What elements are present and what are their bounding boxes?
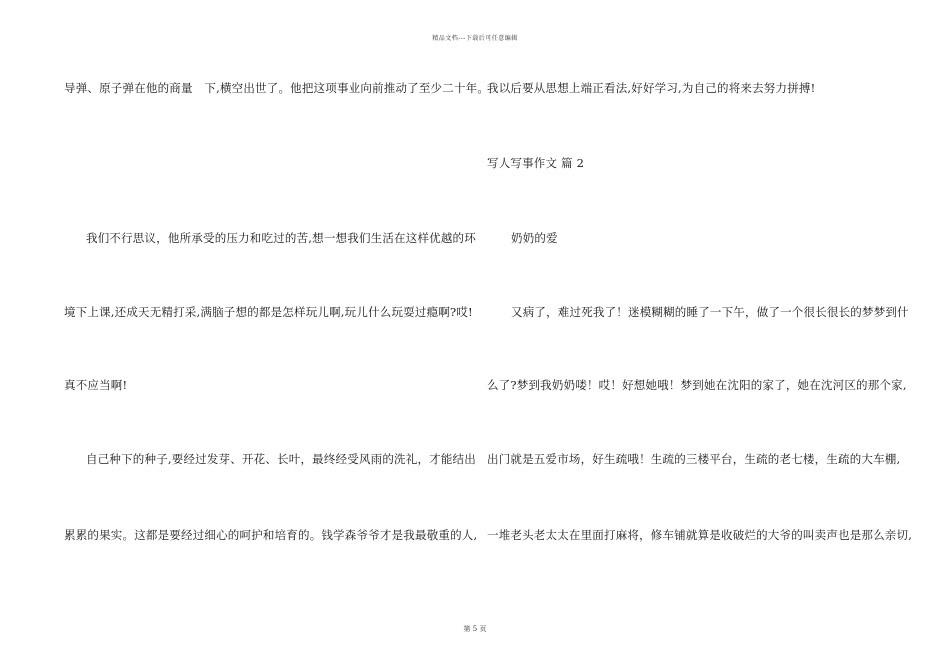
left-line-2: 我们不行思议，他所承受的压力和吃过的苦,想一想我们生活在这样优越的环 (86, 231, 476, 245)
right-line-4: 出门就是五爱市场，好生疏哦！生疏的三楼平台，生疏的老七楼，生疏的大车棚, (487, 452, 901, 466)
left-line-3: 境下上课,还成天无精打采,满脑子想的都是怎样玩儿啊,玩儿什么玩耍过瘾啊?哎! (64, 305, 473, 319)
left-line-6: 累累的果实。这都是要经过细心的呵护和培育的。钱学森爷爷才是我最敬重的人, (64, 528, 478, 542)
right-line-2: 又病了，难过死我了！迷模糊糊的睡了一下午，做了一个很长很长的梦梦到什 (511, 305, 909, 319)
left-line-4: 真不应当啊! (64, 378, 128, 392)
page-number: 第 5 页 (463, 625, 487, 633)
section-heading: 写人写事作文 篇 2 (487, 156, 585, 170)
right-line-3: 么了?梦到我奶奶喽！哎！好想她哦！梦到她在沈阳的家了，她在沈河区的那个家, (487, 378, 907, 392)
left-line-1: 导弹、原子弹在他的商量 下,横空出世了。他把这项事业向前推动了至少二十年。 (64, 81, 490, 95)
left-line-5: 自己种下的种子,要经过发芽、开花、长叶，最终经受风雨的洗礼，才能结出 (86, 452, 476, 466)
page-header: 精品文档---下载后可任意编辑 (432, 35, 518, 42)
right-line-1: 我以后要从思想上端正看法,好好学习,为自己的将来去努力拼搏! (487, 81, 816, 95)
right-line-5: 一堆老头老太太在里面打麻将，修车铺就算是收破烂的大爷的叫卖声也是那么亲切, (487, 528, 913, 542)
essay-title: 奶奶的爱 (511, 231, 558, 245)
